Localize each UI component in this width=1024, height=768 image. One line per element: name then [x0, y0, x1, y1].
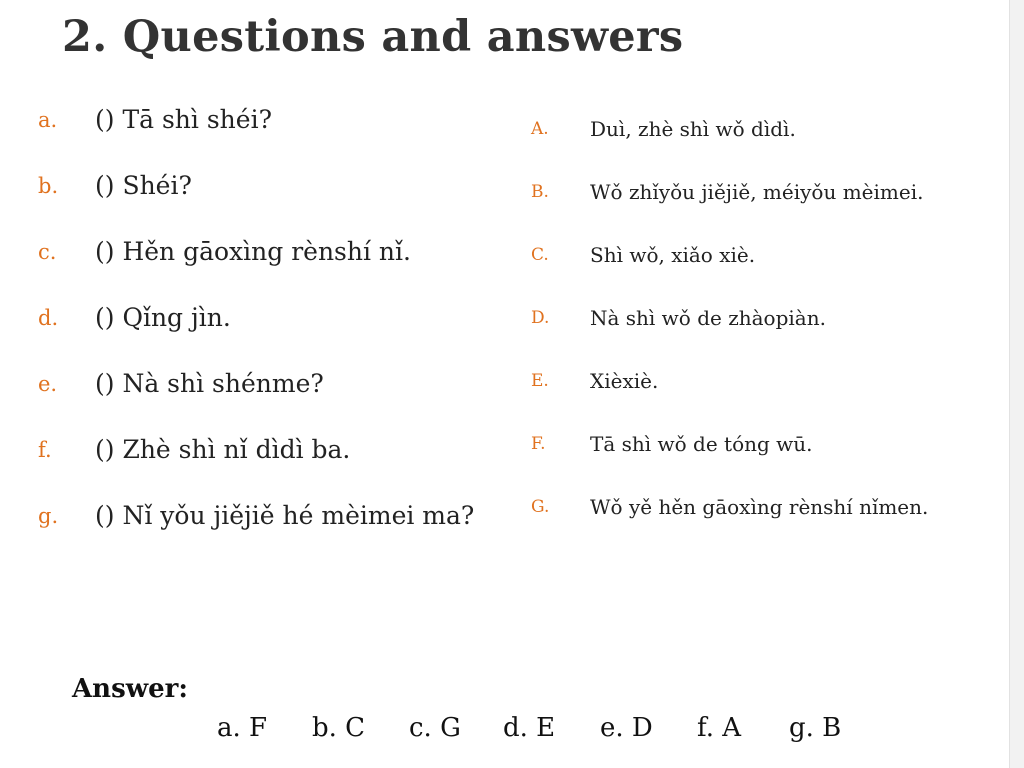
question-text: () Tā shì shéi?	[95, 105, 272, 134]
question-marker: c.	[38, 240, 57, 264]
answer-marker: D.	[531, 308, 550, 328]
answer-marker: C.	[531, 245, 549, 265]
answer-item	[531, 289, 971, 347]
answer-key-item: g. B	[789, 713, 842, 743]
question-item	[38, 356, 498, 412]
answer-marker: E.	[531, 371, 549, 391]
answer-marker: B.	[531, 182, 549, 202]
question-marker: e.	[38, 372, 58, 396]
answer-text: Nà shì wǒ de zhàopiàn.	[590, 306, 826, 330]
question-marker: f.	[38, 438, 52, 462]
question-marker: d.	[38, 306, 59, 330]
question-item	[38, 224, 498, 280]
answer-marker: F.	[531, 434, 546, 454]
answer-key-item: c. G	[409, 713, 461, 743]
question-item	[38, 290, 498, 346]
answer-marker: G.	[531, 497, 550, 517]
question-item	[38, 92, 498, 148]
slide-edge-strip	[1009, 0, 1024, 768]
answer-item	[531, 352, 971, 410]
question-item	[38, 158, 498, 214]
answer-key-item: b. C	[312, 713, 366, 743]
question-text: () Hěn gāoxìng rènshí nǐ.	[95, 237, 411, 266]
question-list	[38, 92, 498, 554]
answer-text: Shì wǒ, xiǎo xiè.	[590, 243, 756, 267]
question-marker: g.	[38, 504, 59, 528]
question-item	[38, 488, 498, 544]
question-text: () Zhè shì nǐ dìdì ba.	[95, 435, 351, 464]
answer-key-item: a. F	[217, 713, 268, 743]
answer-key-item: e. D	[600, 713, 653, 743]
answer-item	[531, 226, 971, 284]
answer-text: Wǒ yě hěn gāoxìng rènshí nǐmen.	[590, 495, 929, 519]
question-text: () Nà shì shénme?	[95, 369, 324, 398]
answer-item	[531, 163, 971, 221]
answer-heading: Answer:	[72, 674, 188, 704]
question-text: () Shéi?	[95, 171, 192, 200]
answer-item	[531, 478, 971, 536]
answer-key-item: d. E	[503, 713, 556, 743]
question-item	[38, 422, 498, 478]
answer-key-item: f. A	[697, 713, 742, 743]
question-text: () Qǐng jìn.	[95, 303, 231, 332]
answer-key	[217, 713, 849, 743]
question-text: () Nǐ yǒu jiějiě hé mèimei ma?	[95, 501, 475, 530]
answer-list	[531, 100, 971, 541]
answer-marker: A.	[531, 119, 549, 139]
answer-text: Xièxiè.	[590, 369, 659, 393]
answer-item	[531, 100, 971, 158]
answer-text: Tā shì wǒ de tóng wū.	[590, 432, 813, 456]
answer-text: Duì, zhè shì wǒ dìdì.	[590, 117, 796, 141]
answer-item	[531, 415, 971, 473]
slide-title: 2. Questions and answers	[62, 12, 684, 62]
answer-text: Wǒ zhǐyǒu jiějiě, méiyǒu mèimei.	[590, 180, 924, 204]
question-marker: a.	[38, 108, 58, 132]
question-marker: b.	[38, 174, 59, 198]
